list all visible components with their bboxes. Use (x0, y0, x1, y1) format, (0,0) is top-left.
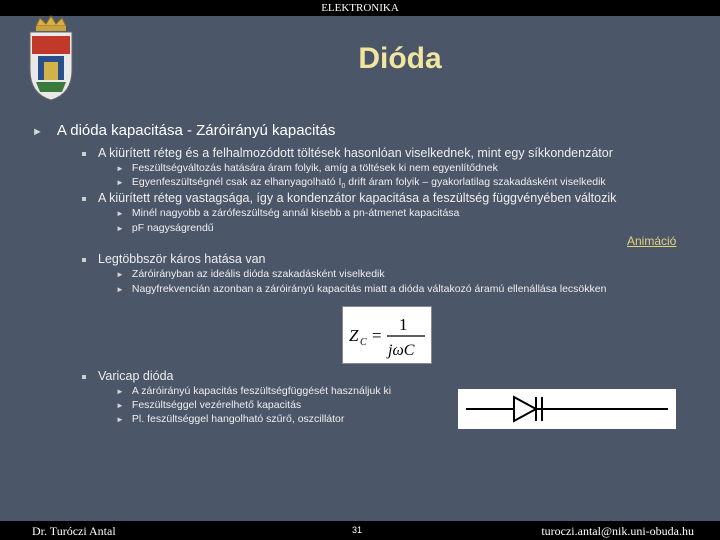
square-bullet-icon (82, 375, 86, 379)
subscript: 0 (341, 183, 346, 191)
sub-list-item-text-a: Egyenfeszültségnél csak az elhanyagolható I (131, 176, 342, 188)
formula-numerator: 1 (399, 315, 408, 334)
arrow-right-small-icon: ► (116, 209, 124, 218)
sub-list-item-text: Minél nagyobb a zárófeszültség annál kisebb a pn-átmenet kapacitása (131, 207, 460, 219)
footer-author: Dr. Turóczi Antal (32, 524, 116, 538)
slide-title: Dióda (358, 42, 442, 75)
sub-list-item (116, 399, 301, 411)
arrow-right-small-icon: ► (116, 401, 124, 410)
list-item-text: Legtöbbször káros hatása van (98, 252, 266, 266)
sub-list-item (116, 283, 606, 295)
list-item (82, 146, 613, 160)
sub-list-item (116, 207, 459, 219)
arrow-right-small-icon: ► (116, 415, 124, 424)
arrow-right-small-icon: ► (116, 270, 124, 279)
top-bar (0, 0, 720, 16)
arrow-right-small-icon: ► (116, 387, 124, 396)
sub-list-item-text: A záróirányú kapacitás feszültségfüggését használjuk ki (131, 385, 392, 397)
arrow-right-icon: ► (32, 126, 43, 138)
arrow-right-small-icon: ► (116, 285, 124, 294)
square-bullet-icon (82, 197, 86, 201)
sub-list-item (116, 385, 391, 397)
formula-lhs: Z (349, 326, 359, 345)
sub-list-item (116, 413, 344, 425)
sub-list-item-text: Nagyfrekvencián azonban a záróirányú kapacitás miatt a dióda váltakozó áramú ellenállása lecsökken (131, 283, 607, 295)
square-bullet-icon (82, 258, 86, 262)
arrow-right-small-icon: ► (116, 164, 124, 173)
list-item (82, 191, 616, 205)
section-heading (32, 122, 335, 139)
list-item-text: Varicap dióda (98, 369, 174, 383)
impedance-formula (342, 306, 432, 364)
sub-list-item-text: Feszültséggel vezérelhető kapacitás (131, 399, 302, 411)
arrow-right-small-icon: ► (116, 178, 124, 187)
animation-link[interactable]: Animáció (627, 234, 677, 248)
sub-list-item-text: pF nagyságrendű (131, 222, 214, 234)
arrow-right-small-icon: ► (116, 224, 124, 233)
list-item (82, 252, 265, 266)
section-heading-text: A dióda kapacitása - Záróirányú kapacitás (56, 122, 336, 139)
footer-email: turoczi.antal@nik.uni-obuda.hu (541, 524, 694, 538)
sub-list-item-text: Pl. feszültséggel hangolható szűrő, oszcillátor (131, 413, 345, 425)
footer-bar (0, 521, 720, 540)
formula-lhs-sub: C (360, 337, 367, 348)
sub-list-item (116, 268, 385, 280)
list-item-text: A kiürített réteg és a felhalmozódott töltések hasonlóan viselkednek, mint egy síkkondenzátor (98, 146, 613, 160)
sub-list-item (116, 176, 606, 190)
sub-list-item-text: Záróirányban az ideális dióda szakadásként viselkedik (131, 268, 385, 280)
course-title: ELEKTRONIKA (321, 2, 399, 14)
varicap-diode-symbol (458, 389, 676, 429)
sub-list-item-text: Feszültségváltozás hatására áram folyik, amíg a töltések ki nem egyenlítődnek (131, 162, 498, 174)
sub-list-item-text-b: drift áram folyik – gyakorlatilag szakadásként viselkedik (345, 176, 606, 188)
formula-denominator: jωC (388, 342, 415, 359)
sub-list-item (116, 222, 214, 234)
list-item (82, 369, 174, 383)
formula-equals: = (372, 326, 382, 345)
sub-list-item (116, 162, 498, 174)
square-bullet-icon (82, 152, 86, 156)
list-item-text: A kiürített réteg vastagsága, így a kondenzátor kapacitása a feszültség függvényében változik (98, 191, 617, 205)
page-number: 31 (352, 525, 363, 535)
